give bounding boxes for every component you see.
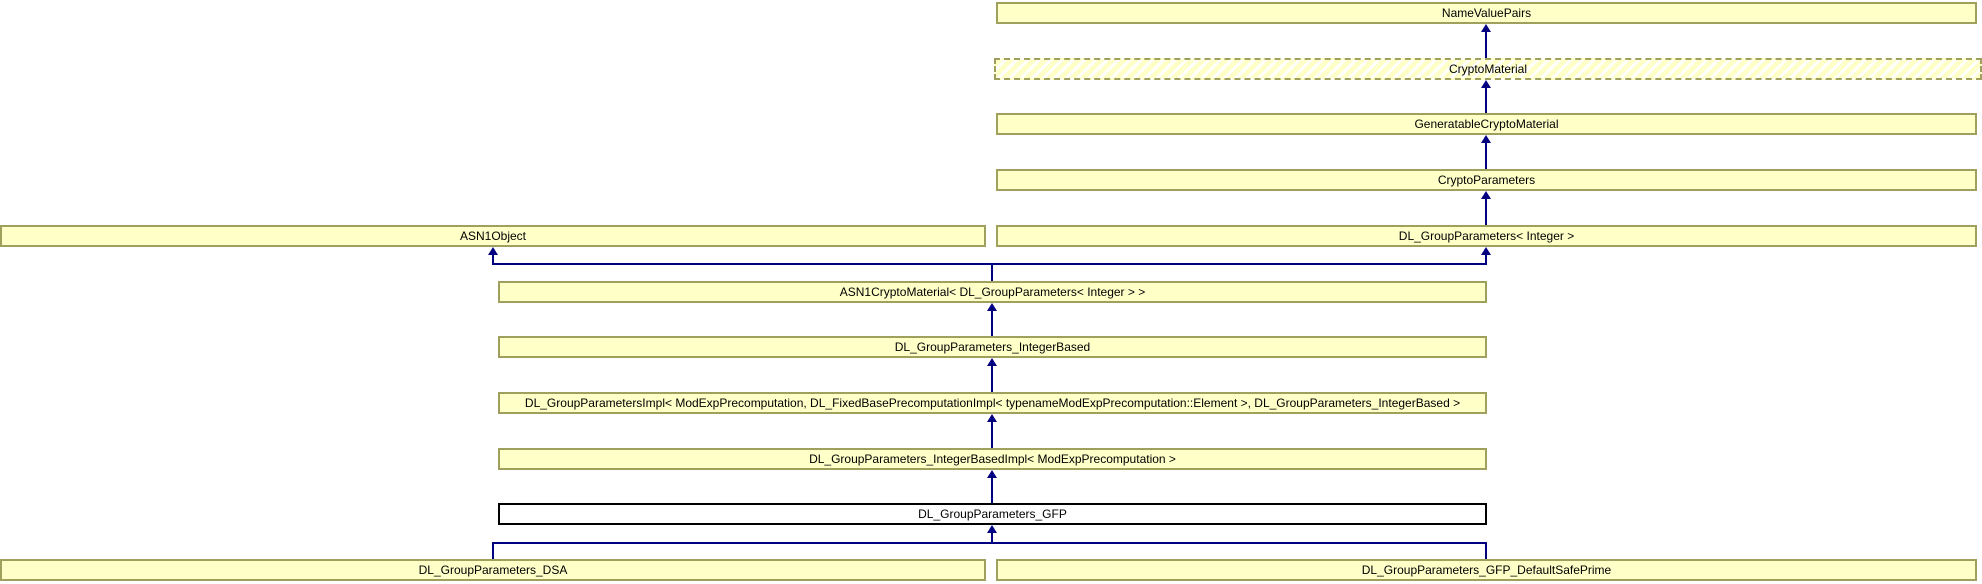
edge-gfp-to-integerbasedimpl bbox=[991, 478, 993, 503]
edge-integerbasedimpl-to-parametersimpl bbox=[991, 422, 993, 448]
arrowhead-parametersimpl-to-integerbased bbox=[987, 358, 997, 366]
node-dl-group-parameters-integer-based-impl[interactable]: DL_GroupParameters_IntegerBasedImpl< ModExpPrecomputation > bbox=[498, 448, 1487, 470]
node-crypto-parameters[interactable]: CryptoParameters bbox=[996, 169, 1977, 191]
edge-asn1cryptomaterial-to-dlgroupparameters bbox=[1485, 255, 1487, 263]
node-dl-group-parameters-impl[interactable]: DL_GroupParametersImpl< ModExpPrecomputation, DL_FixedBasePrecomputationImpl< typenameModExpPrecomputation::Element >, DL_GroupParameters_IntegerBased > bbox=[498, 392, 1487, 414]
node-asn1-crypto-material[interactable]: ASN1CryptoMaterial< DL_GroupParameters< Integer > > bbox=[498, 281, 1487, 303]
node-name-value-pairs[interactable]: NameValuePairs bbox=[996, 2, 1977, 24]
node-dl-group-parameters-dsa[interactable]: DL_GroupParameters_DSA bbox=[0, 559, 986, 581]
arrowhead-gfp-to-integerbasedimpl bbox=[987, 470, 997, 478]
edge-dlgroupparameters-to-cryptoparameters bbox=[1485, 199, 1487, 225]
edge-integerbased-to-asn1cryptomaterial bbox=[991, 311, 993, 336]
arrowhead-integerbasedimpl-to-parametersimpl bbox=[987, 414, 997, 422]
edge-cryptoparameters-to-generatable bbox=[1485, 143, 1487, 169]
arrowhead-asn1cryptomaterial-to-dlgroupparameters bbox=[1481, 247, 1491, 255]
node-crypto-material[interactable]: CryptoMaterial bbox=[994, 58, 1982, 80]
node-dl-group-parameters-integer-based[interactable]: DL_GroupParameters_IntegerBased bbox=[498, 336, 1487, 358]
arrowhead-asn1cryptomaterial-to-asn1object bbox=[488, 247, 498, 255]
node-dl-group-parameters-gfp-default-safe-prime[interactable]: DL_GroupParameters_GFP_DefaultSafePrime bbox=[996, 559, 1977, 581]
node-asn1-object[interactable]: ASN1Object bbox=[0, 225, 986, 247]
node-dl-group-parameters-integer[interactable]: DL_GroupParameters< Integer > bbox=[996, 225, 1977, 247]
edge-derived-to-gfp-stem bbox=[991, 533, 993, 542]
edge-dsa-stem bbox=[492, 544, 494, 559]
edge-asn1cryptomaterial-branch-line bbox=[492, 263, 1487, 265]
arrowhead-generatable-to-cryptomaterial bbox=[1481, 80, 1491, 88]
arrowhead-cryptoparameters-to-generatable bbox=[1481, 135, 1491, 143]
arrowhead-derived-to-gfp bbox=[987, 525, 997, 533]
edge-derived-branch-line bbox=[492, 542, 1487, 544]
edge-gfp-defaultsafeprime-stem bbox=[1485, 544, 1487, 559]
node-dl-group-parameters-gfp: DL_GroupParameters_GFP bbox=[498, 503, 1487, 525]
node-generatable-crypto-material[interactable]: GeneratableCryptoMaterial bbox=[996, 113, 1977, 135]
edge-generatable-to-cryptomaterial bbox=[1485, 88, 1487, 113]
edge-cryptomaterial-to-namevaluepairs bbox=[1485, 32, 1487, 58]
edge-asn1cryptomaterial-to-asn1object bbox=[492, 255, 494, 263]
arrowhead-dlgroupparameters-to-cryptoparameters bbox=[1481, 191, 1491, 199]
edge-asn1cryptomaterial-stem bbox=[991, 265, 993, 281]
arrowhead-cryptomaterial-to-namevaluepairs bbox=[1481, 24, 1491, 32]
edge-parametersimpl-to-integerbased bbox=[991, 366, 993, 392]
arrowhead-integerbased-to-asn1cryptomaterial bbox=[987, 303, 997, 311]
